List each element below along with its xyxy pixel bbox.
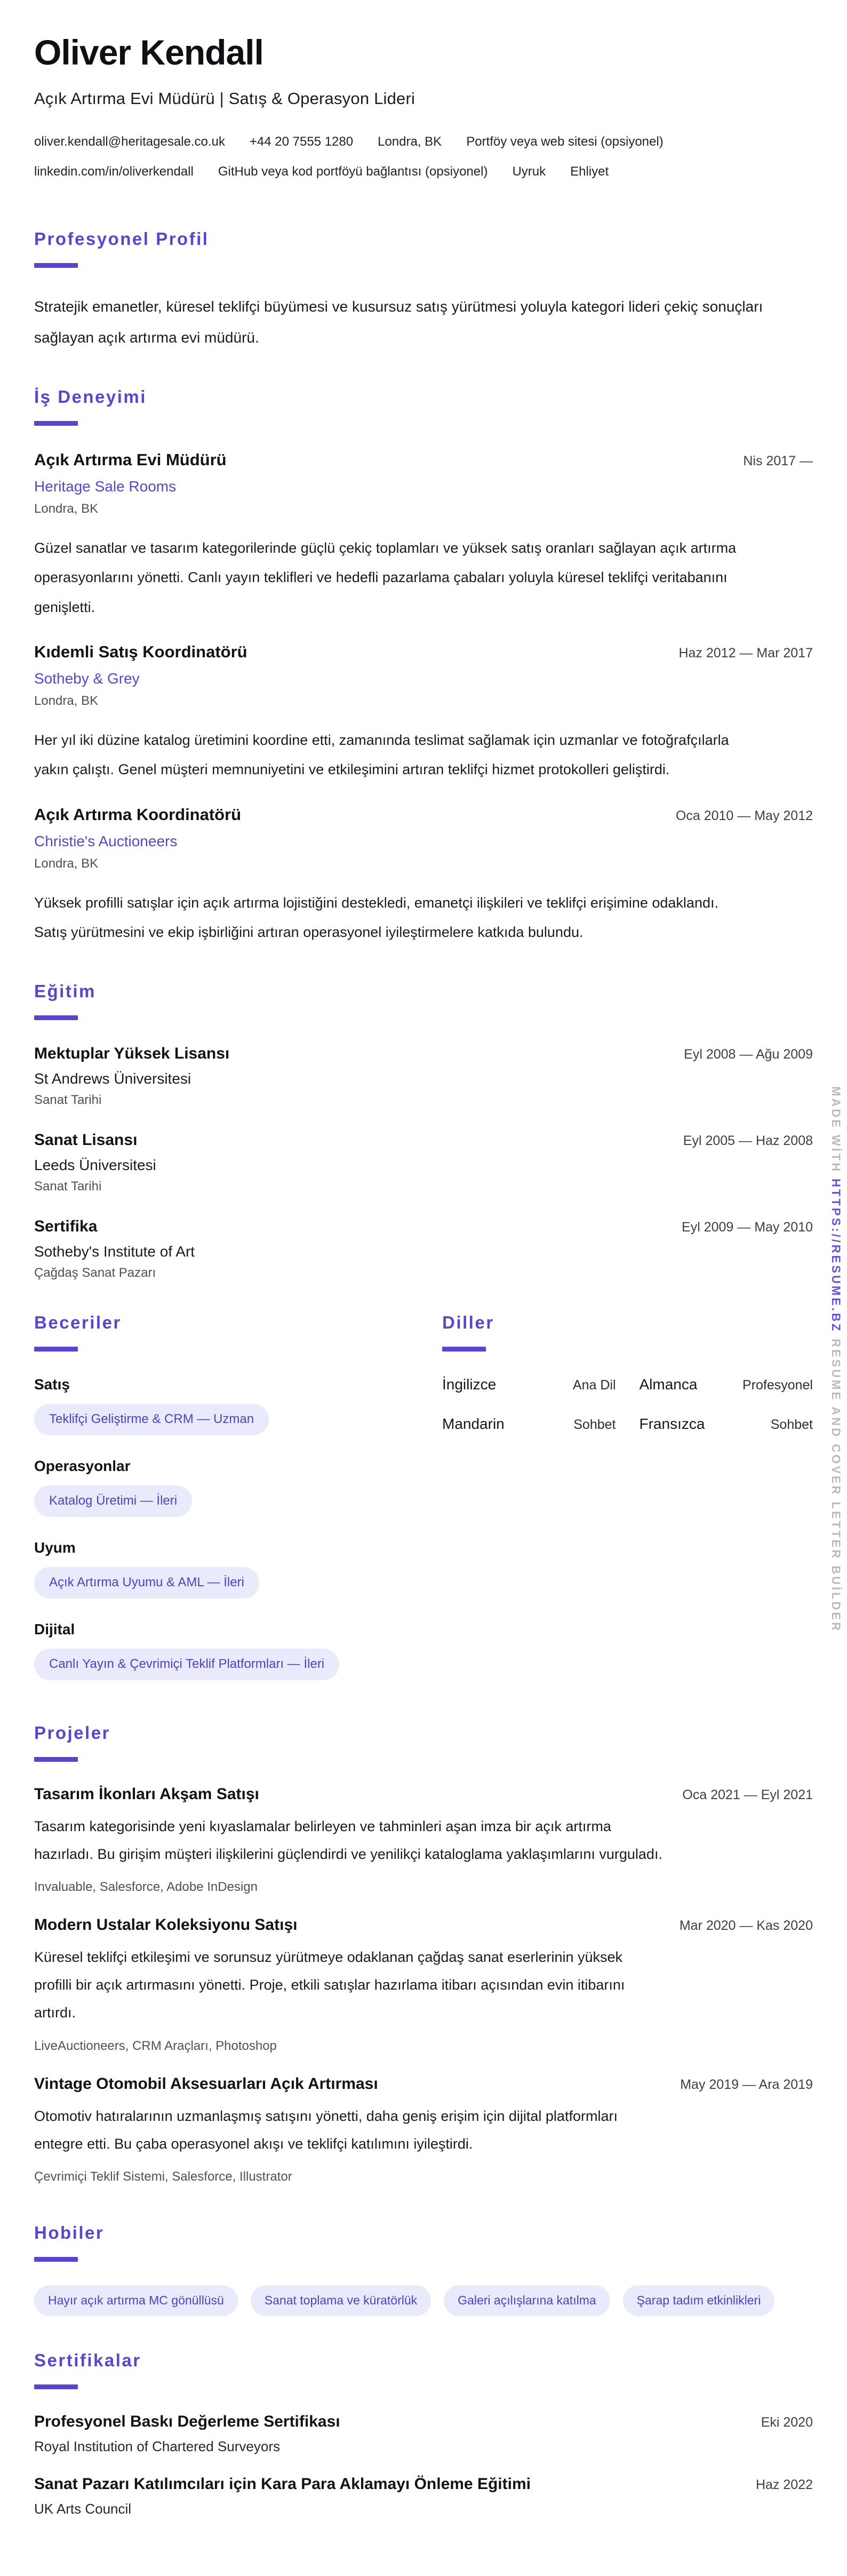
job-company-link[interactable]: Heritage Sale Rooms [34,478,177,495]
job-dates: Nis 2017 — [743,454,813,469]
education-degree: Mektuplar Yüksek Lisansı [34,1045,230,1063]
certifications-heading: Sertifikalar [34,2350,141,2371]
section-education [34,981,813,1281]
education-dates: Eyl 2005 — Haz 2008 [683,1133,813,1149]
language-name: Fransızca [639,1416,705,1433]
hobbies-heading: Hobiler [34,2223,105,2243]
section-underline [34,2257,78,2262]
education-entry [34,1131,813,1194]
job-location: Londra, BK [34,856,99,871]
resume-header [34,34,813,180]
project-title: Tasarım İkonları Akşam Satışı [34,1785,259,1803]
skill-group [34,1376,405,1435]
language-name: Mandarin [442,1416,505,1433]
section-underline [442,1347,486,1351]
education-dates: Eyl 2008 — Ağu 2009 [684,1047,813,1062]
certification-title: Sanat Pazarı Katılımcıları için Kara Para Aklamayı Önleme Eğitimi [34,2475,531,2493]
job-entry [34,450,813,622]
contact-email: oliver.kendall@heritagesale.co.uk [34,134,225,149]
section-profile [34,229,813,353]
project-description: Tasarım kategorisinde yeni kıyaslamalar belirleyen ve tahminleri aşan imza bir açık artırma hazırladı. Bu girişim müşteri ilişkilerini güçlendirdi ve yenilikçi kataloglama yaklaşımlarını vurguladı. [34,1818,662,1862]
language-name: İngilizce [442,1376,497,1393]
experience-heading: İş Deneyimi [34,387,147,407]
skill-chip: Açık Artırma Uyumu & AML — İleri [34,1567,259,1599]
job-description: Güzel sanatlar ve tasarım kategorilerinde güçlü çekiç toplamları ve yüksek satış oranları sağlayan açık artırma operasyonlarını yönetti. Canlı yayın teklifleri ve hedefli pazarlama çabaları yoluyla küresel teklifçi veritabanını genişletti. [34,540,737,615]
section-skills [34,1313,405,1680]
project-title: Vintage Otomobil Aksesuarları Açık Artırması [34,2074,378,2093]
skill-category-label: Dijital [34,1620,75,1637]
certification-title: Profesyonel Baskı Değerleme Sertifikası [34,2413,340,2431]
certification-issuer: Royal Institution of Chartered Surveyors [34,2438,280,2455]
contact-github: GitHub veya kod portföyü bağlantısı (opsiyonel) [218,164,488,179]
skill-group [34,1621,405,1680]
watermark-made-with: MADE WİTH [829,1086,843,1174]
education-field: Sanat Tarihi [34,1179,102,1194]
job-description: Yüksek profilli satışlar için açık artırma lojistiğini destekledi, emanetçi ilişkileri ve teklifçi erişimine odaklandı. Satış yürütmesini ve ekip işbirliğini artıran operasyonel iyileştirmelere katkıda bulundu. [34,894,718,941]
language-level: Sohbet [573,1417,616,1433]
section-underline [34,1015,78,1020]
job-dates: Oca 2010 — May 2012 [675,808,813,823]
certification-date: Eki 2020 [761,2415,813,2430]
project-title: Modern Ustalar Koleksiyonu Satışı [34,1916,298,1934]
project-description: Otomotiv hatıralarının uzmanlaşmış satışını yönetti, daha geniş erişim için dijital platformları entegre etti. Bu çaba operasyonel akışı ve teklifçi katılımını iyileştirdi. [34,2108,618,2152]
language-level: Ana Dil [572,1378,616,1393]
section-experience [34,387,813,947]
section-underline [34,1757,78,1762]
section-hobbies [34,2223,813,2316]
skills-heading: Beceriler [34,1313,122,1333]
project-dates: Mar 2020 — Kas 2020 [679,1918,813,1934]
language-item [640,1376,813,1393]
hobby-chip: Galeri açılışlarına katılma [444,2285,610,2316]
section-underline [34,421,78,426]
education-dates: Eyl 2009 — May 2010 [682,1220,813,1235]
section-projects [34,1723,813,2185]
language-level: Profesyonel [742,1378,813,1393]
languages-grid [442,1376,813,1433]
skill-category-label: Satış [34,1376,70,1393]
watermark [829,1086,843,1633]
education-degree: Sanat Lisansı [34,1131,138,1149]
hobby-chip: Şarap tadım etkinlikleri [623,2285,775,2316]
contact-row-2 [34,164,813,180]
project-dates: Oca 2021 — Eyl 2021 [682,1787,813,1802]
education-field: Çağdaş Sanat Pazarı [34,1266,156,1281]
contact-row-1 [34,134,813,150]
job-entry [34,642,813,785]
project-tools: Çevrimiçi Teklif Sistemi, Salesforce, Illustrator [34,2169,292,2184]
education-heading: Eğitim [34,981,96,1001]
education-school: Leeds Üniversitesi [34,1157,156,1174]
job-company-link[interactable]: Christie's Auctioneers [34,832,178,849]
job-location: Londra, BK [34,694,99,709]
language-name: Almanca [639,1376,698,1393]
section-languages [442,1313,813,1680]
skills-languages-columns [34,1313,813,1680]
skill-category-label: Operasyonlar [34,1458,131,1475]
job-description: Her yıl iki düzine katalog üretimini koordine etti, zamanında teslimat sağlamak için uzmanlar ve fotoğrafçılarla yakın çalıştı. Genel müşteri memnuniyetini ve etkileşimini artıran teklifçi hizmet protokolleri geliştirdi. [34,732,729,778]
education-degree: Sertifika [34,1218,98,1236]
education-school: Sotheby's Institute of Art [34,1243,195,1260]
profile-text: Stratejik emanetler, küresel teklifçi büyümesi ve kusursuz satış yürütmesi yoluyla kategori lideri çekiç sonuçları sağlayan açık artırma evi müdürü. [34,298,763,346]
project-entry [34,2075,813,2185]
certification-entry [34,2475,813,2517]
language-level: Sohbet [770,1417,813,1433]
job-entry [34,805,813,948]
education-school: St Andrews Üniversitesi [34,1070,191,1087]
education-entry [34,1218,813,1281]
education-entry [34,1045,813,1108]
watermark-resume-bz-link[interactable]: HTTPS://RESUME.BZ [829,1179,843,1333]
language-item [442,1376,616,1393]
contact-website: Portföy veya web sitesi (opsiyonel) [466,134,664,149]
languages-heading: Diller [442,1313,494,1333]
contact-location: Londra, BK [378,134,442,149]
section-underline [34,263,78,268]
project-tools: Invaluable, Salesforce, Adobe InDesign [34,1880,258,1895]
profile-heading: Profesyonel Profil [34,229,209,249]
project-description: Küresel teklifçi etkileşimi ve sorunsuz yürütmeye odaklanan çağdaş sanat eserlerinin yüksek profilli bir açık artırmasını yönetti. Proje, etkili satışlar hazırlama itibarı açısından evin itibarını artırdı. [34,1949,625,2021]
candidate-name: Oliver Kendall [34,33,263,72]
language-item [442,1416,616,1433]
certification-issuer: UK Arts Council [34,2501,132,2517]
section-underline [34,2384,78,2389]
project-entry [34,1916,813,2053]
job-company-link[interactable]: Sotheby & Grey [34,670,140,687]
section-underline [34,1347,78,1351]
contact-linkedin: linkedin.com/in/oliverkendall [34,164,194,179]
contact-license: Ehliyet [570,164,609,179]
skill-chip: Teklifçi Geliştirme & CRM — Uzman [34,1404,269,1435]
projects-heading: Projeler [34,1722,110,1743]
skill-category-label: Uyum [34,1539,76,1556]
hobby-chip: Hayır açık artırma MC gönüllüsü [34,2285,238,2316]
certification-date: Haz 2022 [755,2477,813,2493]
contact-nationality: Uyruk [512,164,546,179]
project-tools: LiveAuctioneers, CRM Araçları, Photoshop [34,2038,277,2053]
skill-chip: Katalog Üretimi — İleri [34,1485,192,1517]
project-dates: May 2019 — Ara 2019 [680,2077,813,2092]
skill-chip: Canlı Yayın & Çevrimiçi Teklif Platformları — İleri [34,1649,339,1680]
skill-group [34,1539,405,1599]
contact-phone: +44 20 7555 1280 [249,134,354,149]
job-dates: Haz 2012 — Mar 2017 [678,646,813,661]
hobby-chip: Sanat toplama ve küratörlük [251,2285,431,2316]
skill-group [34,1458,405,1517]
certification-entry [34,2413,813,2455]
education-field: Sanat Tarihi [34,1093,102,1108]
watermark-tagline: RESUME AND COVER LETTER BUİLDER [829,1338,843,1633]
job-location: Londra, BK [34,502,99,516]
project-entry [34,1785,813,1895]
language-item [640,1416,813,1433]
job-title: Açık Artırma Koordinatörü [34,805,242,824]
job-title: Kıdemli Satış Koordinatörü [34,642,247,662]
candidate-title: Açık Artırma Evi Müdürü | Satış & Operasyon Lideri [34,89,415,108]
section-certifications [34,2350,813,2517]
job-title: Açık Artırma Evi Müdürü [34,450,227,470]
hobbies-row [34,2285,813,2316]
